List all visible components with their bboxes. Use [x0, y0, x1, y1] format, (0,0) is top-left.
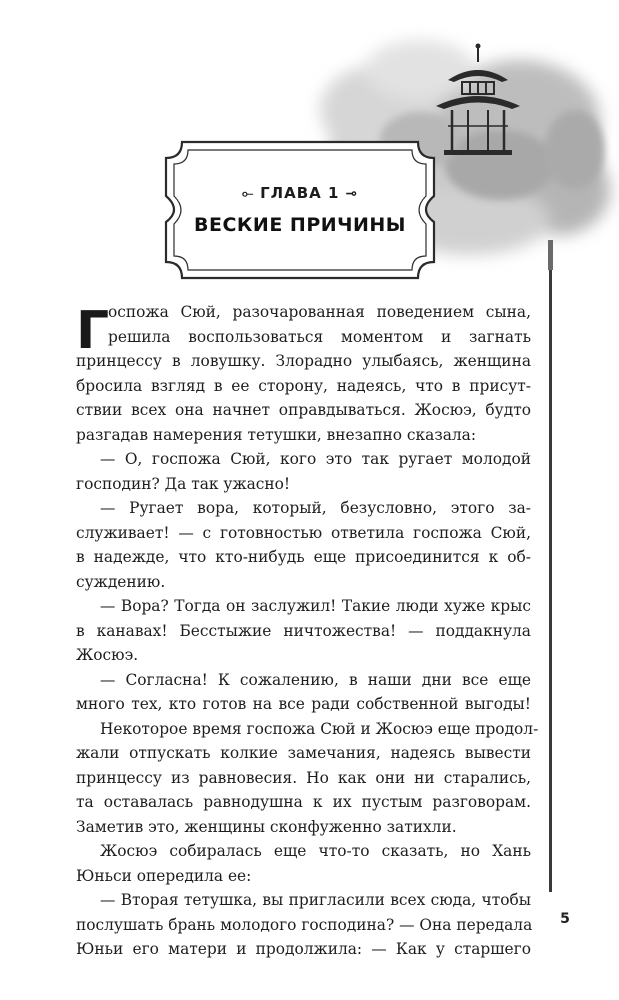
chapter-frame: [166, 142, 434, 278]
left-ornament-icon: ⟜: [241, 186, 261, 202]
chapter-number-text: ГЛАВА 1: [260, 184, 340, 202]
text-line: — Вора? Тогда он заслужил! Такие люди хуже крыс: [100, 597, 531, 615]
page-number: 5: [560, 911, 570, 927]
text-line: Жосюэ.: [76, 646, 139, 664]
text-line: послушать брань молодого господина? — Она передала: [76, 915, 533, 934]
text-line: суждению.: [76, 572, 166, 591]
text-line: решила воспользоваться моментом и загнать: [108, 327, 531, 346]
drop-cap: Г: [76, 301, 110, 361]
text-line: в канавах! Бесстыжие ничтожества! — поддакнула: [76, 621, 531, 640]
text-line: — Вторая тетушка, вы пригласили всех сюда, чтобы: [100, 891, 531, 909]
text-line: жали отпускать колкие замечания, надеясь вывести: [76, 744, 531, 762]
text-line: та оставалась равнодушна к их пустым разговорам.: [76, 793, 531, 811]
chapter-label: [170, 184, 430, 202]
text-line: оспожа Сюй, разочарованная поведением сына,: [108, 303, 531, 321]
text-line: Юньси опередила ее:: [76, 866, 252, 885]
text-line: много тех, кто готов на все ради собственной выгоды!: [76, 695, 531, 713]
text-line: — Ругает вора, который, безусловно, этого за-: [100, 499, 531, 517]
text-line: Заметив это, женщины сконфуженно затихли.: [76, 817, 457, 836]
chapter-title: ВЕСКИЕ ПРИЧИНЫ: [193, 214, 406, 236]
text-line: в надежде, что кто-нибудь еще присоединится к об-: [76, 548, 531, 566]
text-line: Некоторое время госпожа Сюй и Жосюэ еще продол-: [100, 719, 539, 738]
text-line: — О, госпожа Сюй, кого это так ругает молодой: [100, 450, 531, 468]
text-line: ствии всех она начнет оправдываться. Жосюэ, будто: [76, 401, 531, 419]
text-line: — Согласна! К сожалению, в наши дни все еще: [100, 670, 531, 689]
text-line: Юньи его матери и продолжила: — Как у старшего: [76, 940, 531, 958]
ink-cloud-pagoda-illustration: [0, 0, 619, 300]
right-ornament-icon: ⊸: [339, 186, 358, 202]
text-line: бросила взгляд в ее сторону, надеясь, что в присут-: [76, 376, 531, 395]
margin-rule: [545, 240, 557, 892]
text-line: принцессу из равновесия. Но как они ни старались,: [76, 768, 531, 787]
text-line: принцессу в ловушку. Злорадно улыбаясь, женщина: [76, 352, 531, 370]
text-line: Жосюэ собиралась еще что-то сказать, но Хань: [100, 842, 531, 860]
text-line: господин? Да так ужасно!: [76, 474, 291, 493]
text-line: служивает! — с готовностью ответила госпожа Сюй,: [76, 523, 531, 542]
body-text: [76, 300, 539, 962]
text-line: разгадав намерения тетушки, внезапно сказала:: [76, 425, 477, 444]
